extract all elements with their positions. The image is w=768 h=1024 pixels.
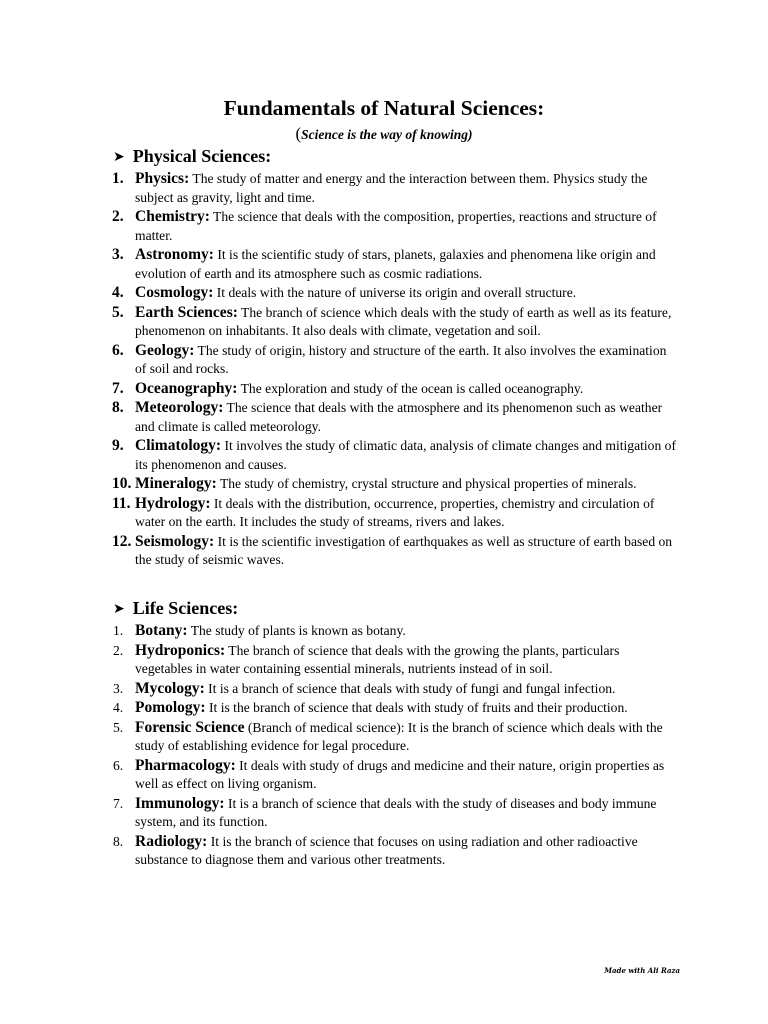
item-number: 2. (112, 208, 124, 225)
item-number: 8. (113, 833, 124, 849)
physical-sciences-list (0, 170, 768, 571)
physical-sciences-heading-text: Physical Sciences: (132, 146, 272, 166)
physical-sciences-heading (113, 146, 271, 167)
list-item (0, 757, 768, 794)
item-term: Physics: (135, 170, 190, 187)
item-number: 8. (112, 399, 124, 416)
item-term: Earth Sciences: (135, 303, 238, 321)
item-description: The study of origin, history and structure of the earth. It also involves the examination of soil and rocks. (135, 342, 667, 376)
item-term: Geology: (135, 341, 195, 359)
item-number: 10. (112, 475, 132, 492)
item-term: Mycology: (135, 679, 205, 697)
item-description: It is a branch of science that deals with study of fungi and fungal infection. (204, 680, 616, 696)
list-item (0, 622, 768, 641)
list-item (0, 304, 768, 341)
item-term: Mineralogy: (135, 475, 217, 492)
item-term: Immunology: (135, 794, 225, 812)
item-description: The study of matter and energy and the interaction between them. Physics study the subject as gravity, light and time. (135, 171, 648, 205)
arrow-bullet-icon: ➤ (113, 600, 125, 617)
item-number: 5. (113, 719, 124, 735)
item-term: Radiology: (135, 832, 208, 850)
item-number: 9. (112, 437, 124, 454)
item-term: Climatology: (135, 437, 222, 454)
item-number: 4. (112, 284, 124, 301)
item-description: The study of chemistry, crystal structure and physical properties of minerals. (216, 476, 637, 491)
list-item (0, 475, 768, 494)
item-description: The branch of science that deals with the growing the plants, particulars vegetables in water containing essential minerals, nutrients instead of in soil. (135, 642, 620, 676)
subtitle-paren: ( (295, 124, 302, 143)
list-item (0, 342, 768, 379)
list-item (0, 495, 768, 532)
item-term: Hydroponics: (135, 641, 226, 659)
item-term: Meteorology: (135, 399, 224, 416)
item-description: The exploration and study of the ocean is called oceanography. (237, 380, 584, 396)
list-item (0, 533, 768, 570)
list-item (0, 208, 768, 245)
item-term: Pharmacology: (135, 756, 236, 774)
arrow-bullet-icon: ➤ (113, 148, 125, 165)
item-description: The science that deals with the composition, properties, reactions and structure of matter. (135, 209, 657, 243)
list-item (0, 170, 768, 207)
item-description: It involves the study of climatic data, analysis of climate changes and mitigation of its phenomenon and causes. (135, 438, 677, 472)
item-term: Botany: (135, 622, 188, 639)
item-number: 2. (113, 642, 124, 658)
item-term: Seismology: (135, 532, 215, 550)
item-description: It deals with study of drugs and medicine and their nature, origin properties as well as effect on living organism. (135, 757, 665, 791)
item-description: It is the scientific investigation of earthquakes as well as structure of earth based on the study of seismic waves. (135, 533, 673, 567)
item-description: It is the branch of science that focuses on using radiation and other radioactive substance to diagnose them and various other treatments. (135, 833, 638, 867)
item-number: 6. (112, 341, 124, 359)
list-item (0, 699, 768, 718)
item-number: 6. (113, 757, 124, 773)
page-title: Fundamentals of Natural Sciences: (223, 96, 545, 120)
item-description: It is the scientific study of stars, planets, galaxies and phenomena like origin and evolution of earth and its atmosphere such as cosmic radiations. (135, 247, 656, 281)
item-description: The science that deals with the atmosphere and its phenomenon such as weather and climate is called meteorology. (135, 400, 663, 434)
item-term: Hydrology: (135, 494, 211, 512)
list-item (0, 380, 768, 399)
life-sciences-heading-text: Life Sciences: (132, 598, 239, 618)
item-description: (Branch of medical science): It is the branch of science which deals with the study of establishing evidence for legal procedure. (135, 719, 663, 753)
item-term: Chemistry: (135, 208, 210, 225)
item-number: 12. (112, 532, 132, 550)
page-subtitle (0, 124, 768, 144)
footer-credit: Made with Ali Raza (604, 966, 680, 975)
item-term: Forensic Science (135, 718, 245, 736)
item-number: 7. (112, 379, 124, 397)
item-number: 5. (112, 303, 124, 321)
item-number: 1. (112, 170, 124, 187)
list-item (0, 399, 768, 436)
item-number: 3. (113, 680, 124, 696)
list-item (0, 795, 768, 832)
item-description: The study of plants is known as botany. (187, 623, 406, 638)
life-sciences-heading (113, 598, 238, 619)
item-description: It deals with the nature of universe its origin and overall structure. (213, 285, 577, 300)
item-term: Astronomy: (135, 246, 214, 263)
list-item (0, 833, 768, 870)
item-term: Oceanography: (135, 379, 238, 397)
item-number: 4. (113, 700, 124, 715)
item-number: 11. (112, 494, 131, 512)
list-item (0, 642, 768, 679)
item-term: Cosmology: (135, 284, 214, 301)
item-number: 7. (113, 795, 124, 811)
item-term: Pomology: (135, 699, 206, 716)
item-description: The branch of science which deals with the study of earth as well as its feature, phenomenon on inhabitants. It also deals with climate, vegetation and soil. (135, 304, 672, 338)
list-item (0, 680, 768, 699)
list-item (0, 246, 768, 283)
list-item (0, 437, 768, 474)
life-sciences-list (0, 622, 768, 871)
item-description: It is a branch of science that deals with the study of diseases and body immune system, and its function. (135, 795, 657, 829)
item-description: It is the branch of science that deals with study of fruits and their production. (205, 700, 628, 715)
list-item (0, 284, 768, 303)
item-number: 3. (112, 246, 124, 263)
subtitle-text: Science is the way of knowing) (301, 127, 473, 142)
item-description: It deals with the distribution, occurrence, properties, chemistry and circulation of water on the earth. It includes the study of streams, rivers and lakes. (135, 495, 655, 529)
item-number: 1. (113, 623, 124, 638)
list-item (0, 719, 768, 756)
